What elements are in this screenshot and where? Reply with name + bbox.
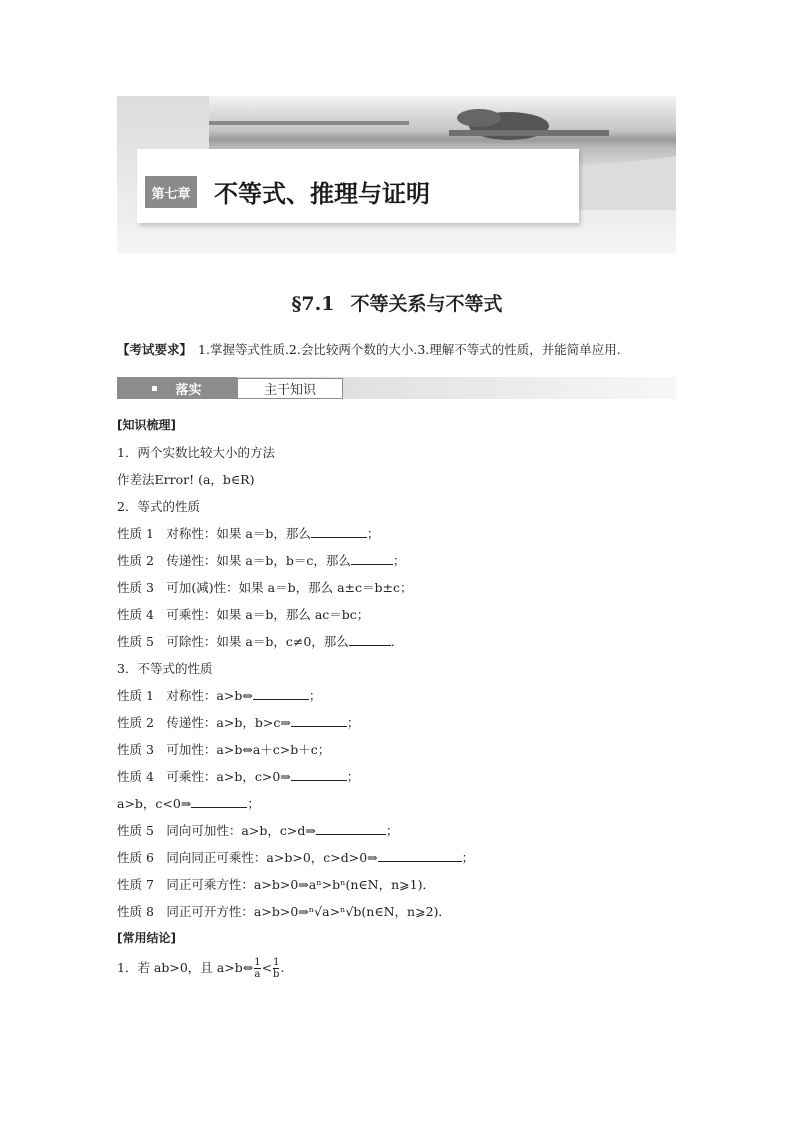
content-line — [117, 902, 451, 920]
section-title: 不等关系与不等式 — [350, 293, 503, 315]
line-text: 性质 2 传递性：a>b，b>c⇒ — [117, 715, 291, 730]
fraction-denominator: a — [254, 969, 261, 980]
line-punctuation: ． — [390, 634, 404, 649]
fraction-numerator: 1 — [254, 957, 261, 968]
line-text: 性质 7 同正可乘方性：a>b>0⇒aⁿ>bⁿ(n∈N，n⩾1)． — [117, 877, 435, 892]
chapter-title: 不等式、推理与证明 — [214, 180, 430, 208]
requirements-tag: 【考试要求】 — [117, 342, 193, 357]
content-line — [117, 497, 200, 515]
line-punctuation: ； — [308, 688, 322, 703]
fraction-1-over-b — [273, 957, 279, 980]
fill-in-blank[interactable] — [311, 527, 367, 538]
less-than-sign: < — [261, 960, 273, 975]
content-line — [117, 794, 260, 812]
line-punctuation: ； — [346, 715, 360, 730]
content-line — [117, 578, 412, 596]
line-text: 作差法Error! (a，b∈R) — [117, 472, 255, 487]
fill-in-blank[interactable] — [291, 716, 347, 727]
line-text: 3．不等式的性质 — [117, 661, 213, 676]
bullet-icon — [152, 386, 157, 391]
line-text: 性质 2 传递性：如果 a＝b，b＝c，那么 — [117, 553, 351, 568]
line-text: 性质 8 同正可开方性：a>b>0⇒ⁿ√a>ⁿ√b(n∈N，n⩾2)． — [117, 904, 451, 919]
fill-in-blank[interactable] — [351, 554, 393, 565]
content-line — [117, 767, 359, 785]
content-line — [117, 443, 275, 461]
section-number: §7.1 — [291, 293, 335, 315]
content-line — [117, 848, 474, 866]
exam-requirements — [117, 340, 621, 358]
fill-in-blank[interactable] — [291, 770, 347, 781]
content-line — [117, 551, 405, 569]
line-text: 1．两个实数比较大小的方法 — [117, 445, 275, 460]
conclusion-line — [117, 957, 284, 980]
line-text: 性质 5 同向可加性：a>b，c>d⇒ — [117, 823, 316, 838]
line-text: 性质 1 对称性：a>b⇔ — [117, 688, 253, 703]
fill-in-blank[interactable] — [316, 824, 386, 835]
content-line — [117, 686, 321, 704]
bar-left-label: 落实 — [175, 382, 202, 398]
line-punctuation: ； — [366, 526, 380, 541]
fill-in-blank[interactable] — [253, 689, 309, 700]
line-punctuation: ； — [346, 769, 360, 784]
line-text: a>b，c<0⇒ — [117, 796, 192, 811]
fraction-denominator: b — [273, 969, 280, 980]
fraction-numerator: 1 — [273, 957, 280, 968]
line-punctuation: ； — [392, 553, 406, 568]
bar-left-tab — [117, 377, 237, 399]
content-line — [117, 524, 379, 542]
line-text: 性质 3 可加性：a>b⇔a＋c>b＋c； — [117, 742, 331, 757]
chapter-badge: 第七章 — [145, 176, 197, 208]
line-punctuation: ； — [247, 796, 260, 811]
content-line — [117, 632, 403, 650]
line-text: 2．等式的性质 — [117, 499, 200, 514]
fill-in-blank[interactable] — [349, 635, 391, 646]
content-line — [117, 470, 254, 488]
requirements-text: 1.掌握等式性质.2.会比较两个数的大小.3.理解不等式的性质，并能简单应用. — [198, 342, 621, 357]
line-punctuation: ； — [461, 850, 475, 865]
content-line — [117, 875, 435, 893]
content-line — [117, 659, 212, 677]
heading-text: [知识梳理] — [117, 418, 176, 432]
fraction-1-over-a — [254, 957, 260, 980]
section-bar — [117, 377, 676, 399]
subsection-heading — [117, 929, 176, 946]
line-text: 性质 1 对称性：如果 a＝b，那么 — [117, 526, 311, 541]
conclusion-prefix: 1．若 ab>0，且 a>b⇔ — [117, 960, 254, 975]
line-text: 性质 3 可加(减)性：如果 a＝b，那么 a±c＝b±c； — [117, 580, 413, 595]
period: . — [280, 960, 285, 975]
content-line — [117, 740, 330, 758]
content-line — [117, 605, 369, 623]
content-line — [117, 821, 398, 839]
line-text: 性质 4 可乘性：a>b，c>0⇒ — [117, 769, 291, 784]
line-punctuation: ； — [385, 823, 399, 838]
line-text: 性质 5 可除性：如果 a＝b，c≠0，那么 — [117, 634, 349, 649]
section-heading — [0, 289, 794, 316]
content-line — [117, 713, 359, 731]
line-text: 性质 6 同向同正可乘性：a>b>0，c>d>0⇒ — [117, 850, 378, 865]
line-text: 性质 4 可乘性：如果 a＝b，那么 ac＝bc； — [117, 607, 370, 622]
fill-in-blank[interactable] — [191, 797, 247, 808]
fill-in-blank[interactable] — [378, 851, 462, 862]
heading-text: [常用结论] — [117, 931, 176, 945]
bar-right-tab: 主干知识 — [237, 378, 343, 399]
subsection-heading — [117, 416, 176, 433]
